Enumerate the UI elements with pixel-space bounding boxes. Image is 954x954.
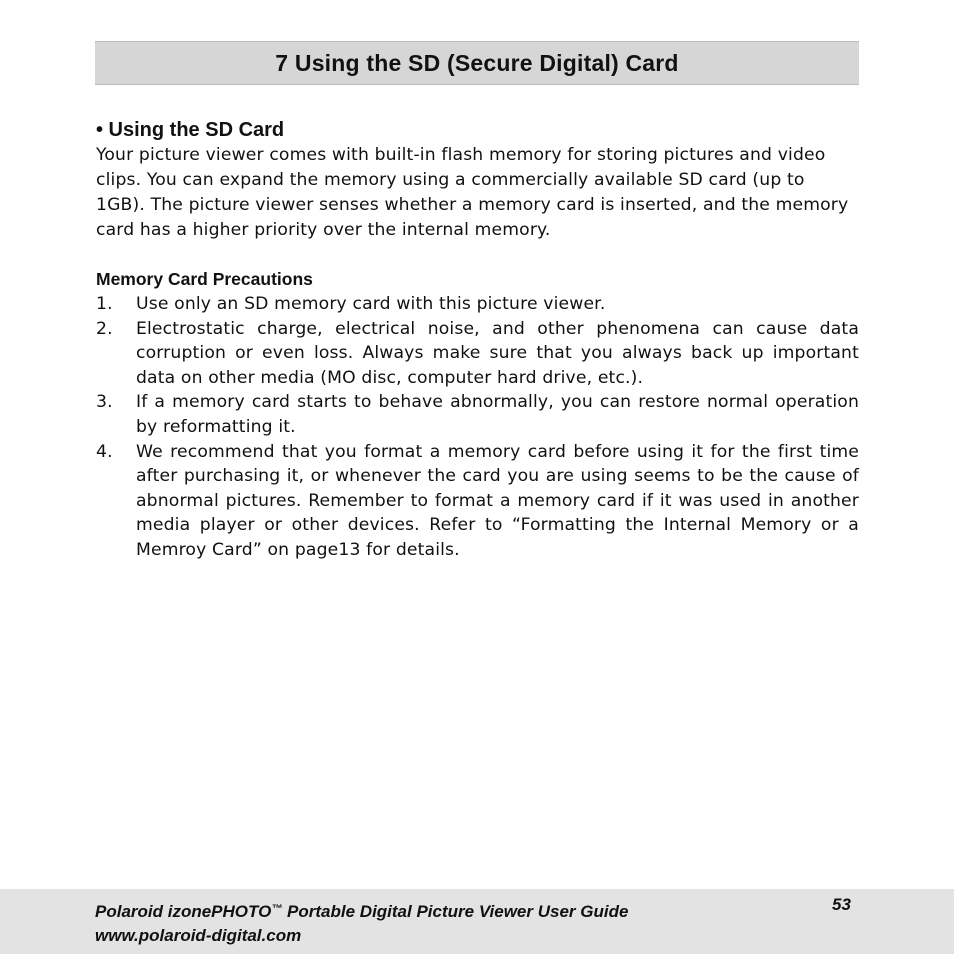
guide-title-prefix: Polaroid izonePHOTO — [95, 902, 272, 921]
list-item — [96, 317, 859, 391]
precautions-heading: Memory Card Precautions — [96, 269, 313, 289]
section-heading: • Using the SD Card — [96, 119, 285, 141]
chapter-title-bar — [95, 41, 859, 85]
page-number: 53 — [832, 895, 851, 914]
section-body: Your picture viewer comes with built-in flash memory for storing pictures and video clips. You can expand the memory using a commercially available SD card (up to 1GB). The picture viewer senses whether a memory card is inserted, and the memory card has a higher priority over the internal memory. — [96, 145, 849, 240]
list-item — [96, 292, 859, 317]
precautions-list — [96, 292, 859, 563]
list-item-number: 2. — [96, 318, 113, 339]
website-url: www.polaroid-digital.com — [95, 926, 302, 945]
list-item-text: Electrostatic charge, electrical noise, and other phenomena can cause data corruption or even loss. Always make sure that you always back up important data on other media (MO disc, computer hard drive, etc.). — [136, 318, 859, 388]
page-content — [96, 117, 859, 563]
list-item-number: 4. — [96, 441, 113, 462]
list-item-number: 1. — [96, 294, 113, 314]
page-footer — [0, 889, 954, 954]
trademark-symbol: ™ — [271, 903, 283, 915]
footer-text — [95, 897, 628, 948]
list-item — [96, 440, 859, 563]
guide-title — [95, 897, 628, 924]
list-item-text: If a memory card starts to behave abnormally, you can restore normal operation by reformatting it. — [136, 392, 859, 437]
list-item-text: We recommend that you format a memory card before using it for the first time after purchasing it, or whenever the card you are using seems to be the cause of abnormal pictures. Remember to format a memory card if it was used in another media player or other devices. Refer to “Formatting the Internal Memory or a Memroy Card” on page13 for details. — [136, 441, 859, 560]
list-item — [96, 390, 859, 439]
list-item-text: Use only an SD memory card with this picture viewer. — [136, 294, 606, 314]
chapter-title: 7 Using the SD (Secure Digital) Card — [275, 49, 679, 76]
guide-title-suffix: Portable Digital Picture Viewer User Guide — [282, 902, 629, 921]
list-item-number: 3. — [96, 392, 113, 413]
